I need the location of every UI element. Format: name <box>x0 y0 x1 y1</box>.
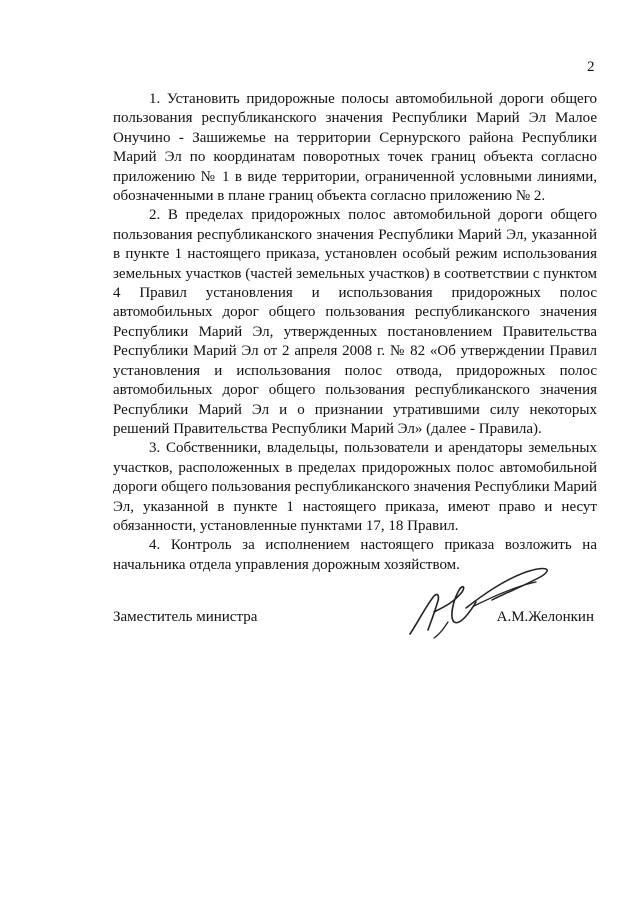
paragraph-2: 2. В пределах придорожных полос автомобильной дороги общего пользования республиканского значения Республики Марий Эл, указанной в пункте 1 настоящего приказа, установлен особый режим использования земельных участков (частей земельных участков) в соответствии с пунктом 4 Правил установления и использования придорожных полос автомобильных дорог общего пользования республиканского значения Республики Марий Эл, утвержденных постановлением Правительства Республики Марий Эл от 2 апреля 2008 г. № 82 «Об утверждении Правил установления и использования полос отвода, придорожных полос автомобильных дорог общего пользования республиканского значения Республики Марий Эл и о признании утратившими силу некоторых решений Правительства Республики Марий Эл» (далее - Правила). <box>113 207 597 437</box>
handwritten-signature <box>404 562 564 642</box>
paragraph-1: 1. Установить придорожные полосы автомобильной дороги общего пользования республиканского значения Республики Марий Эл Малое Онучино - Зашижемье на территории Сернурского района Республики Марий Эл по координатам поворотных точек границ объекта согласно приложению № 1 в виде территории, ограниченной условными линиями, обозначенными в плане границ объекта согласно приложению № 2. <box>113 91 597 205</box>
paragraph-3: 3. Собственники, владельцы, пользователи и арендаторы земельных участков, расположенных в пределах придорожных полос автомобильной дороги общего пользования республиканского значения Республики Марий Эл, указанной в пункте 1 настоящего приказа, имеют право и несут обязанности, установленные пунктами 17, 18 Правил. <box>113 440 597 534</box>
page-number: 2 <box>587 59 595 75</box>
signature-name: А.М.Желонкин <box>496 609 594 625</box>
paragraph-4: 4. Контроль за исполнением настоящего приказа возложить на начальника отдела управления дорожным хозяйством. <box>113 537 597 573</box>
document-body <box>113 90 597 575</box>
signature-role: Заместитель министра <box>113 609 258 625</box>
